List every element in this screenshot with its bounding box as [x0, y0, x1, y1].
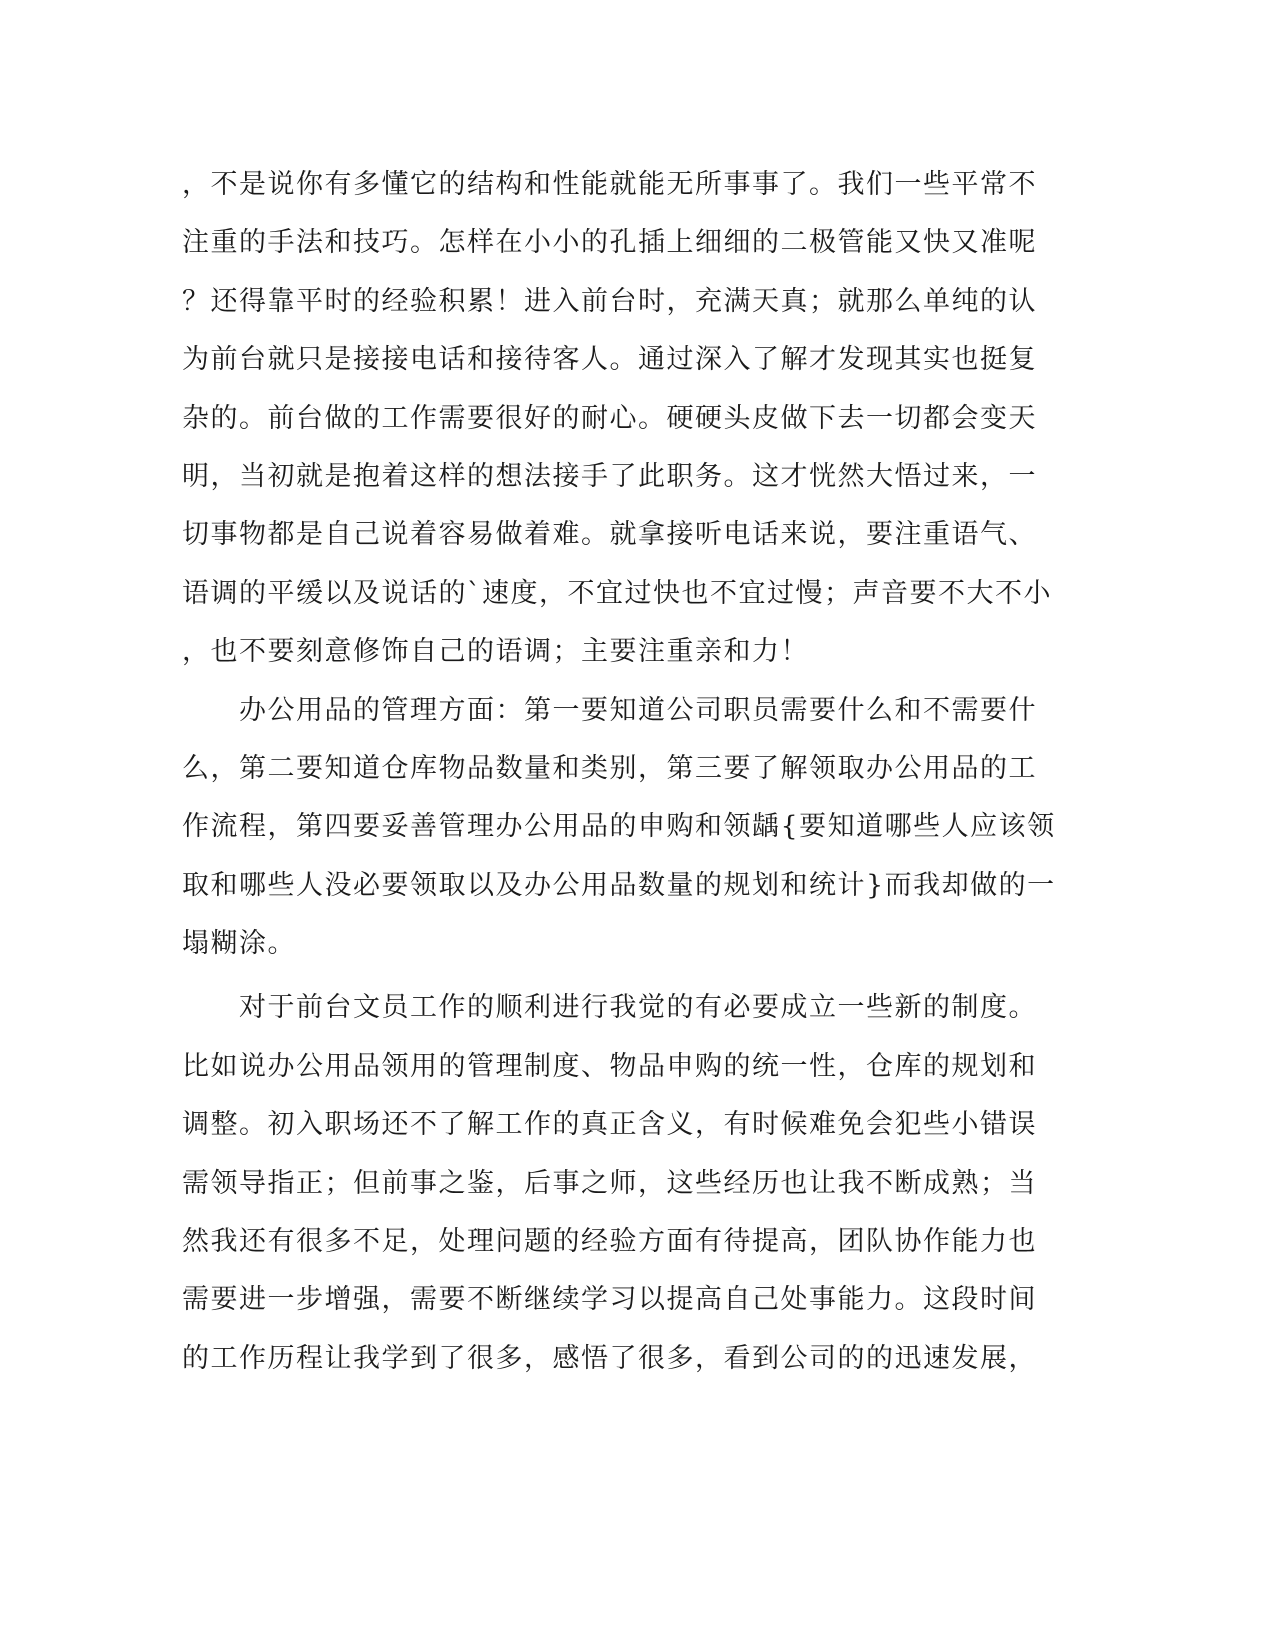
body-text [182, 156, 1056, 1388]
text-line: 比如说办公用品领用的管理制度、物品申购的统一性，仓库的规划和 [182, 1050, 1037, 1082]
text-line: 为前台就只是接接电话和接待客人。通过深入了解才发现其实也挺复 [182, 344, 1037, 376]
text-line: 明，当初就是抱着这样的想法接手了此职务。这才恍然大悟过来，一 [182, 460, 1037, 492]
text-line: 然我还有很多不足，处理问题的经验方面有待提高，团队协作能力也 [182, 1226, 1037, 1258]
paragraph-2 [182, 682, 1056, 974]
text-line: ？还得靠平时的经验积累！进入前台时，充满天真；就那么单纯的认 [182, 285, 1037, 317]
text-line: 作流程，第四要妥善管理办公用品的申购和领龋{要知道哪些人应该领 [182, 811, 1056, 843]
text-line: 办公用品的管理方面：第一要知道公司职员需要什么和不需要什 [182, 694, 1037, 726]
text-line: 切事物都是自己说着容易做着难。就拿接听电话来说，要注重语气、 [182, 519, 1037, 551]
text-line: 调整。初入职场还不了解工作的真正含义，有时候难免会犯些小错误 [182, 1109, 1037, 1141]
text-line: 对于前台文员工作的顺利进行我觉的有必要成立一些新的制度。 [182, 992, 1037, 1024]
text-line: 语调的平缓以及说话的`速度，不宜过快也不宜过慢；声音要不大不小 [182, 577, 1052, 609]
text-line: 需要进一步增强，需要不断继续学习以提高自己处事能力。这段时间 [182, 1284, 1037, 1316]
text-line: 需领导指正；但前事之鉴，后事之师，这些经历也让我不断成熟；当 [182, 1167, 1037, 1199]
text-line: 取和哪些人没必要领取以及办公用品数量的规划和统计}而我却做的一 [182, 869, 1056, 901]
paragraph-3 [182, 979, 1042, 1388]
text-line: 么，第二要知道仓库物品数量和类别，第三要了解领取办公用品的工 [182, 752, 1037, 784]
text-line: 注重的手法和技巧。怎样在小小的孔插上细细的二极管能又快又准呢 [182, 227, 1037, 259]
text-line: 的工作历程让我学到了很多，感悟了很多，看到公司的的迅速发展， [182, 1342, 1037, 1374]
text-line: 杂的。前台做的工作需要很好的耐心。硬硬头皮做下去一切都会变天 [182, 402, 1037, 434]
paragraph-1 [182, 156, 1052, 682]
text-line: ，也不要刻意修饰自己的语调；主要注重亲和力！ [182, 636, 809, 668]
text-line: 塌糊涂。 [182, 928, 296, 960]
text-line: ，不是说你有多懂它的结构和性能就能无所事事了。我们一些平常不 [182, 169, 1037, 200]
